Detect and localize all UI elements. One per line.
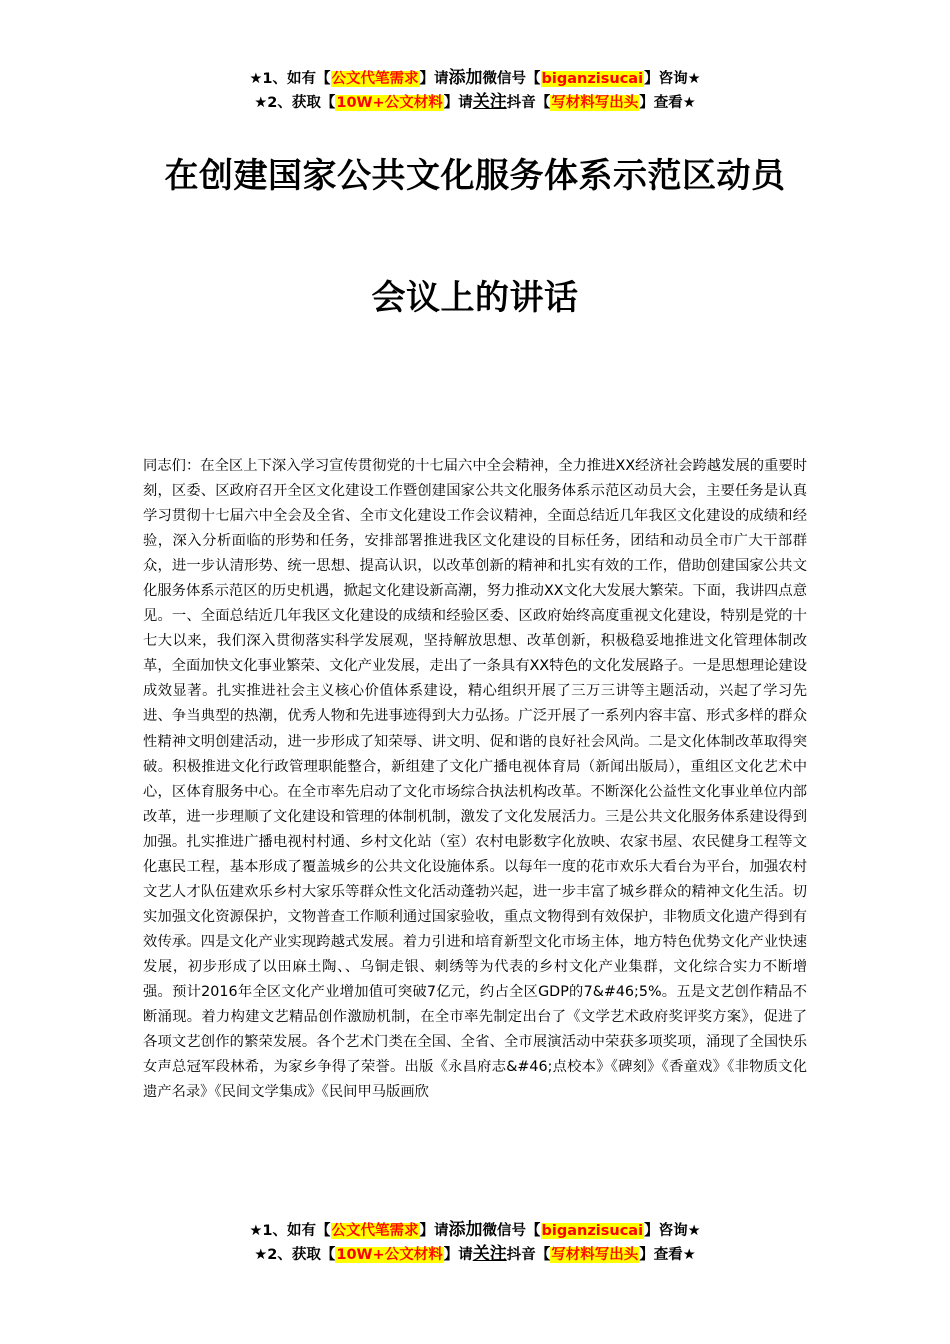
banner-text: 】咨询★: [644, 71, 701, 87]
wechat-id-highlight: biganzisucai: [541, 1223, 644, 1239]
materials-highlight: 10W+公文材料: [336, 95, 443, 111]
banner-text: 微信号【: [482, 1223, 541, 1239]
wechat-id-highlight: biganzisucai: [541, 71, 644, 87]
service-highlight: 公文代笔需求: [331, 1223, 419, 1239]
banner-emphasis: 添加: [448, 1220, 483, 1240]
top-banner: [0, 66, 950, 114]
speech-body: 同志们：在全区上下深入学习宣传贯彻党的十七届六中全会精神，全力推进XX经济社会跨越发展的重要时刻，区委、区政府召开全区文化建设工作暨创建国家公共文化服务体系示范区动员大会，主要任务是认真学习贯彻十七届六中全会及全省、全市文化建设工作会议精神，全面总结近几年我区文化建设的成绩和经验，深入分析面临的形势和任务，安排部署推进我区文化建设的目标任务，团结和动员全市广大干部群众，进一步认清形势、统一思想、提高认识，以改革创新的精神和扎实有效的工作，借助创建国家公共文化服务体系示范区的历史机遇，掀起文化建设新高潮，努力推动XX文化大发展大繁荣。下面，我讲四点意见。一、全面总结近几年我区文化建设的成绩和经验区委、区政府始终高度重视文化建设，特别是党的十七大以来，我们深入贯彻落实科学发展观，坚持解放思想、改革创新，积极稳妥地推进文化管理体制改革，全面加快文化事业繁荣、文化产业发展，走出了一条具有XX特色的文化发展路子。一是思想理论建设成效显著。扎实推进社会主义核心价值体系建设，精心组织开展了三万三讲等主题活动，兴起了学习先进、争当典型的热潮，优秀人物和先进事迹得到大力弘扬。广泛开展了一系列内容丰富、形式多样的群众性精神文明创建活动，进一步形成了知荣辱、讲文明、促和谐的良好社会风尚。二是文化体制改革取得突破。积极推进文化行政管理职能整合，新组建了文化广播电视体育局（新闻出版局），重组区文化艺术中心，区体育服务中心。在全市率先启动了文化市场综合执法机构改革。不断深化公益性文化事业单位内部改革，进一步理顺了文化建设和管理的体制机制，激发了文化发展活力。三是公共文化服务体系建设得到加强。扎实推进广播电视村村通、乡村文化站（室）农村电影数字化放映、农家书屋、农民健身工程等文化惠民工程，基本形成了覆盖城乡的公共文化设施体系。以每年一度的花市欢乐大看台为平台，加强农村文艺人才队伍建欢乐乡村大家乐等群众性文化活动蓬勃兴起，进一步丰富了城乡群众的精神文化生活。切实加强文化资源保护，文物普查工作顺利通过国家验收，重点文物得到有效保护，非物质文化遗产得到有效传承。四是文化产业实现跨越式发展。着力引进和培育新型文化市场主体，地方特色优势文化产业快速发展，初步形成了以田麻土陶、、乌铜走银、刺绣等为代表的乡村文化产业集群，文化综合实力不断增强。预计2016年全区文化产业增加值可突破7亿元，约占全区GDP的7&#46;5%。五是文艺创作精品不断涌现。着力构建文艺精品创作激励机制，在全市率先制定出台了《文学艺术政府奖评奖方案》，促进了各项文艺创作的繁荣发展。各个艺术门类在全国、全省、全市展演活动中荣获多项奖项，涌现了全国快乐女声总冠军段林希，为家乡争得了荣誉。出版《永昌府志&#46;点校本》《碑刻》《香童戏》《非物质文化遗产名录》《民间文学集成》《民间甲马版画欣: [143, 458, 807, 1101]
banner-text: ★2、获取【: [254, 1247, 336, 1263]
materials-highlight: 10W+公文材料: [336, 1247, 443, 1263]
banner-line-2: [0, 1242, 950, 1266]
banner-text: 】查看★: [639, 95, 696, 111]
page-title-line-2: 会议上的讲话: [371, 278, 579, 318]
service-highlight: 公文代笔需求: [331, 71, 419, 87]
banner-text: 】请: [443, 95, 473, 111]
banner-line-1: [0, 66, 950, 90]
banner-text: ★1、如有【: [249, 1223, 331, 1239]
banner-text: ★1、如有【: [249, 71, 331, 87]
banner-emphasis: 关注: [472, 1244, 507, 1264]
banner-text: 抖音【: [506, 95, 551, 111]
page-title-line-1: 在创建国家公共文化服务体系示范区动员: [164, 156, 786, 196]
douyin-id-highlight: 写材料写出头: [551, 95, 639, 111]
banner-line-2: [0, 90, 950, 114]
bottom-banner: [0, 1218, 950, 1266]
banner-emphasis: 添加: [448, 68, 483, 88]
banner-text: ★2、获取【: [254, 95, 336, 111]
banner-text: 】请: [443, 1247, 473, 1263]
banner-line-1: [0, 1218, 950, 1242]
banner-text: 微信号【: [482, 71, 541, 87]
banner-text: 】请: [419, 71, 449, 87]
banner-text: 】查看★: [639, 1247, 696, 1263]
banner-text: 】请: [419, 1223, 449, 1239]
douyin-id-highlight: 写材料写出头: [551, 1247, 639, 1263]
banner-emphasis: 关注: [472, 92, 507, 112]
banner-text: 】咨询★: [644, 1223, 701, 1239]
banner-text: 抖音【: [506, 1247, 551, 1263]
